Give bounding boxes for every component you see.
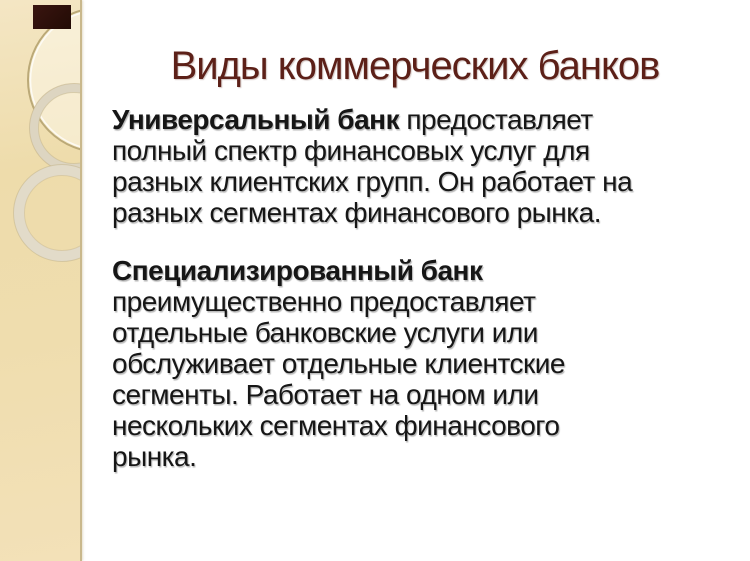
slide-body [112, 104, 742, 472]
para2-line-2: преимущественно предоставляет [112, 286, 536, 317]
para1-line-3: разных клиентских групп. Он работает на [112, 166, 633, 197]
para2-line-6: нескольких сегментах финансового [112, 410, 560, 441]
para2-line-4: обслуживает отдельные клиентские [112, 348, 565, 379]
para2-line-7: рынка. [112, 441, 197, 472]
para1-line-2: полный спектр финансовых услуг для [112, 135, 590, 166]
para2-line-1 [112, 255, 742, 286]
para2-line-3: отдельные банковские услуги или [112, 317, 538, 348]
para2-line-5: сегменты. Работает на одном или [112, 379, 539, 410]
paragraph-universal-bank [112, 104, 742, 228]
paragraph-specialized-bank [112, 255, 742, 472]
decorative-circles [0, 0, 80, 561]
lower-ring [14, 165, 81, 262]
slide-title: Виды коммерческих банков [170, 44, 660, 88]
para1-line-4: разных сегментах финансового рынка. [112, 197, 601, 228]
corner-accent-square [33, 5, 71, 29]
para1-line1-rest: предоставляет [406, 104, 593, 135]
para1-bold-term: Универсальный банк [112, 104, 400, 135]
para1-line-1 [112, 104, 742, 135]
left-decoration-band [0, 0, 82, 561]
para2-bold-term: Специализированный банк [112, 255, 483, 286]
